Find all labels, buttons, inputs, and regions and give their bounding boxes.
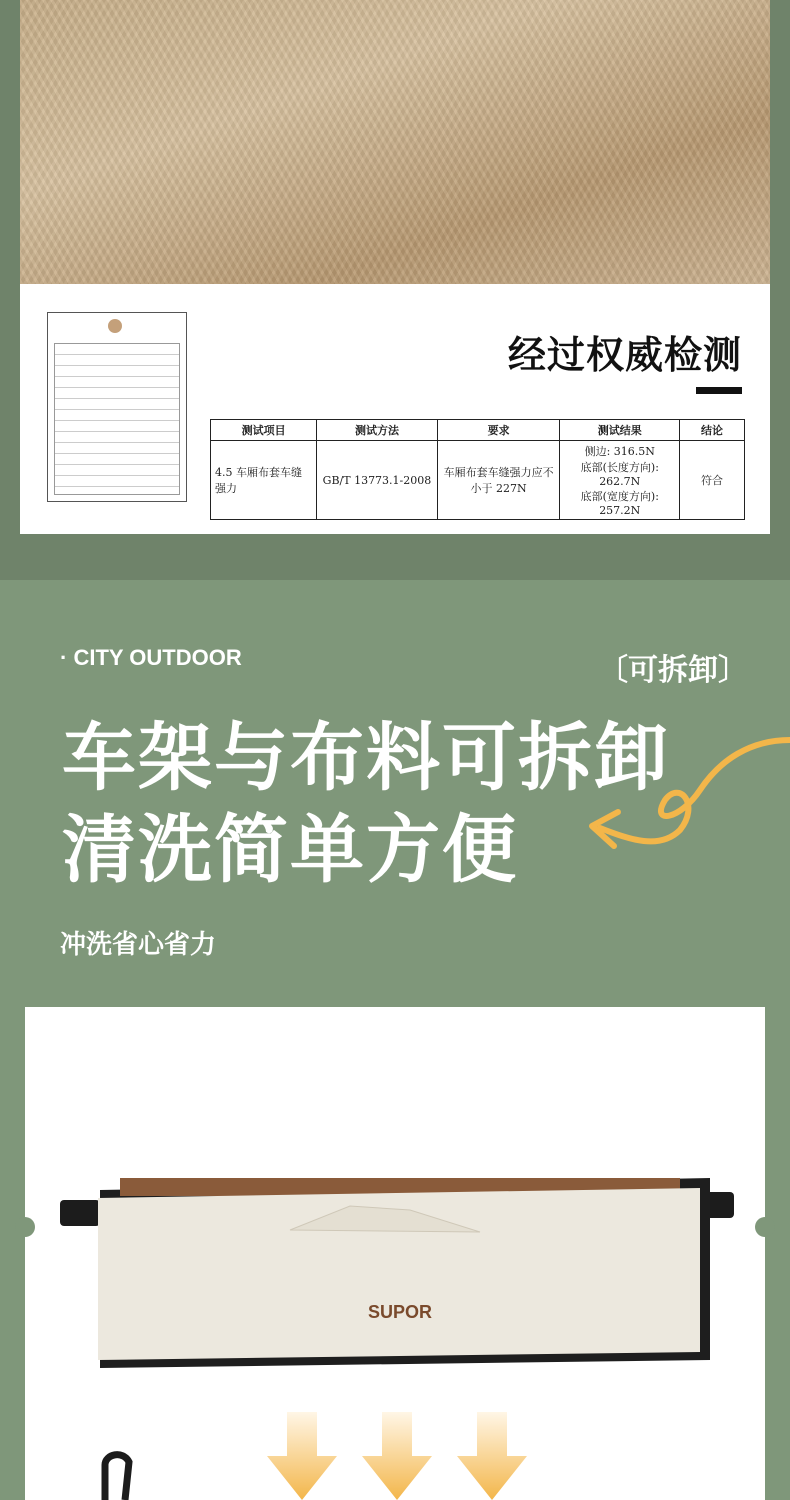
test-item-cell: 4.5 车厢布套车缝强力 — [211, 441, 317, 520]
headline-line: 清洗简单方便 — [62, 807, 518, 893]
table-header: 要求 — [437, 420, 560, 441]
panel-notch-right — [755, 1217, 775, 1237]
report-table-lines — [54, 343, 180, 495]
top-section — [0, 0, 790, 580]
table-header: 结论 — [680, 420, 745, 441]
report-seal-icon — [108, 319, 122, 333]
table-header-row — [211, 420, 745, 441]
table-header: 测试项目 — [211, 420, 317, 441]
left-handle-strap — [60, 1200, 100, 1226]
brand-tag: · CITY OUTDOOR — [60, 645, 242, 670]
test-report-panel — [20, 284, 770, 534]
table-header: 测试结果 — [560, 420, 680, 441]
subheadline: 冲洗省心省力 — [60, 930, 217, 960]
fabric-closeup-image — [20, 0, 770, 284]
title-underline — [696, 387, 742, 394]
result-line: 262.7N — [599, 475, 641, 488]
test-result-table — [210, 419, 745, 520]
test-method-cell: GB/T 13773.1-2008 — [317, 441, 438, 520]
result-line: 底部(长度方向): — [580, 461, 659, 474]
curved-arrow-icon — [570, 720, 790, 870]
result-line: 底部(宽度方向): — [580, 490, 659, 503]
table-header: 测试方法 — [317, 420, 438, 441]
storage-box-image — [60, 1170, 740, 1375]
result-cell — [560, 441, 680, 520]
requirement-cell: 车厢布套车缝强力应不小于 227N — [437, 441, 560, 520]
result-line: 侧边: 316.5N — [584, 445, 655, 458]
test-report-thumbnail — [47, 312, 187, 502]
conclusion-cell: 符合 — [680, 441, 745, 520]
frame-clip-icon — [95, 1450, 140, 1500]
table-row — [211, 441, 745, 520]
detachable-tag: 〔可拆卸〕 — [598, 653, 748, 688]
result-line: 257.2N — [599, 504, 641, 517]
section-title: 经过权威检测 — [507, 333, 742, 377]
headline-line: 车架与布料可拆卸 — [62, 715, 670, 801]
down-arrows-icon — [265, 1412, 535, 1500]
box-logo: SUPOR — [367, 1302, 433, 1322]
panel-notch-left — [15, 1217, 35, 1237]
